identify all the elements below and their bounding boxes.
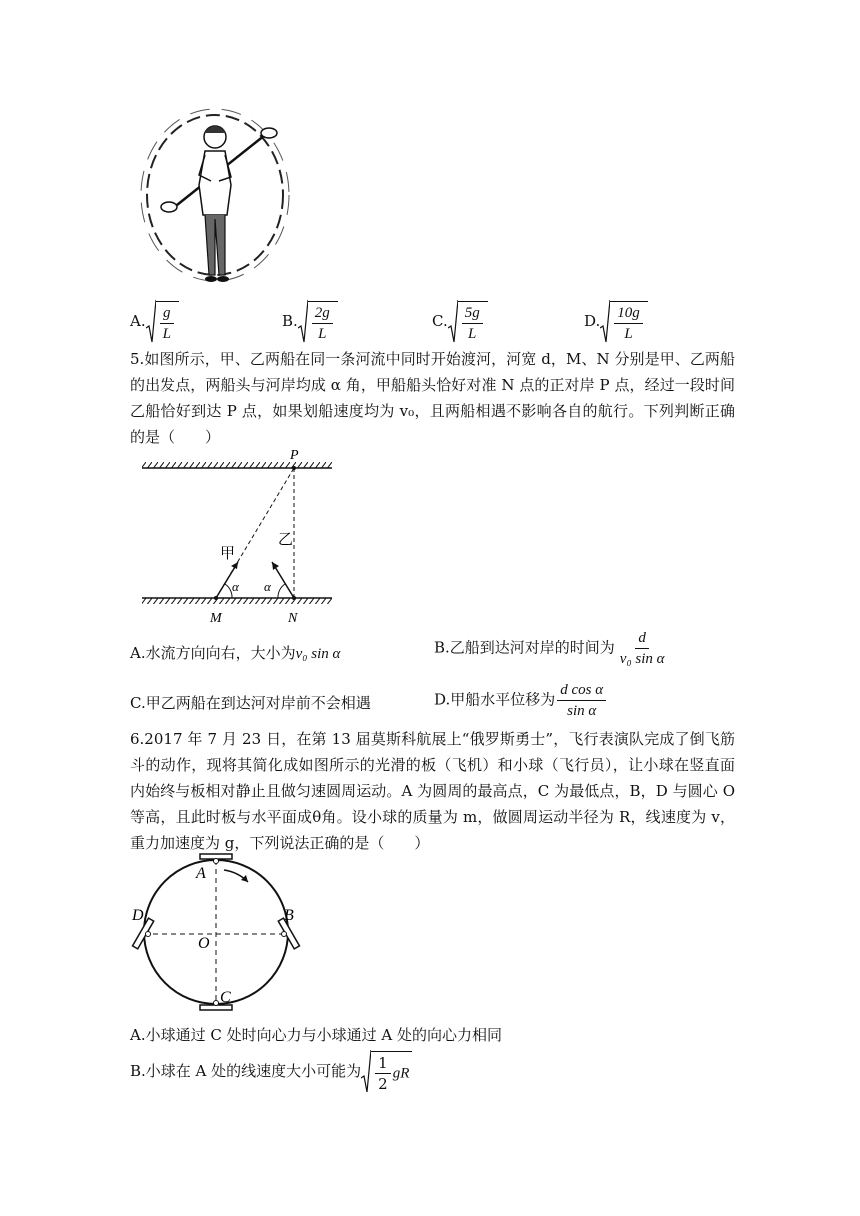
q6-option-a: A.小球通过 C 处时向心力与小球通过 A 处的向心力相同 (130, 1026, 502, 1044)
q6-stem: 6.2017 年 7 月 23 日，在第 13 届莫斯科航展上“俄罗斯勇士”，飞行表演队完成了倒飞筋斗的动作，现将其简化成如图所示的光滑的板（飞机）和小球（飞行员），让小球在竖直面内始终与板相对静止且做匀速圆周运动。A 为圆周的最高点，C 为最低点，B，D 与圆心 O 等高，且此时板与水平面成θ角。设小球的质量为 m，做圆周运动半径为 R，线速度为 v，重力加速度为 g，下列说法正确的是（ ） (130, 730, 735, 852)
q4-option-c: C. $\frac{5g}{L}$ (432, 300, 488, 344)
q5-option-c: C.甲乙两船在到达河对岸前不会相遇 (130, 694, 371, 712)
point-o-label: O (198, 935, 210, 952)
point-a-label: A (196, 865, 206, 882)
boat-jia-label: 甲 (220, 546, 236, 562)
point-b-label: B (284, 907, 294, 924)
q4-option-a: A. $\frac{g}{L}$ (130, 300, 179, 344)
q5-option-d: D.甲船水平位移为 $\frac{\text{d cos α}}{\text{sin α}}$ (434, 680, 608, 721)
alpha-label-m: α (232, 579, 239, 594)
q4-figure (135, 95, 295, 290)
q5-stem: 5.如图所示，甲、乙两船在同一条河流中同时开始渡河，河宽 d，M、N 分别是甲、乙两船的出发点，两船头与河岸均成 α 角，甲船船头恰好对准 N 点的正对岸 P 点，经过一段时间乙船恰好到达 P 点，如果划船速度均为 v₀，且两船相遇不影响各自的航行。下列判断正确的是（ ） (130, 350, 735, 446)
point-n-label: N (288, 611, 298, 626)
alpha-label-n: α (264, 579, 271, 594)
q4-option-d: D. $\frac{10g}{L}$ (584, 300, 648, 344)
point-c-label: C (220, 989, 231, 1006)
point-d-label: D (132, 907, 144, 924)
q5-figure (140, 446, 340, 626)
q6-figure (130, 848, 312, 1014)
q4-option-b: B. $\frac{2g}{L}$ (282, 300, 338, 344)
point-m-label: M (210, 611, 222, 626)
boat-yi-label: 乙 (278, 532, 294, 548)
q6-option-b: B.小球在 A 处的线速度大小可能为 $\frac{1}{2}$ gR (130, 1050, 412, 1094)
point-p-label: P (290, 448, 299, 463)
q5-option-a: A.水流方向向右，大小为v₀ sin α (130, 644, 341, 662)
q5-option-b: B.乙船到达河对岸的时间为 $\frac{d}{\text{v₀ sin α}}$ (434, 630, 665, 667)
